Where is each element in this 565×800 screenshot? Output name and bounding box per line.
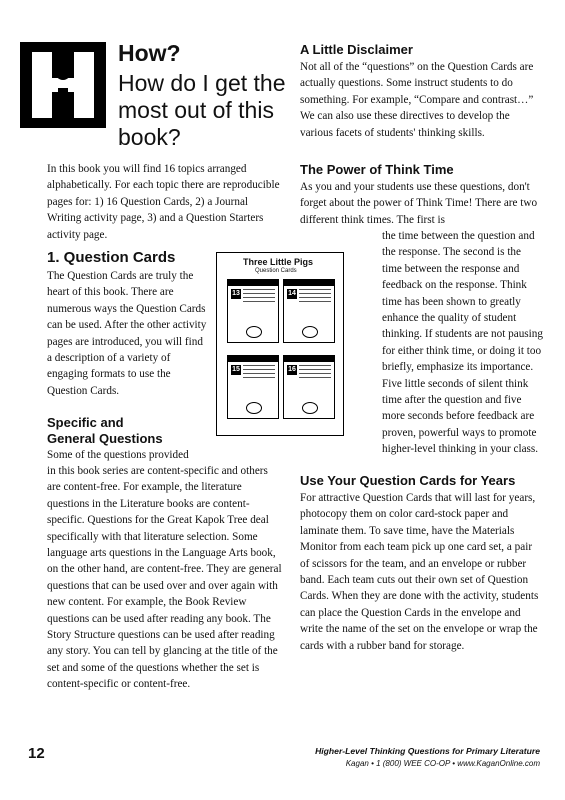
card-number: 16 [288,366,296,373]
question-mark-logo-icon [20,42,106,128]
card-number: 13 [232,290,240,297]
think-time-heading: The Power of Think Time [300,162,454,177]
question-cards-heading: 1. Question Cards [47,249,176,266]
card-number: 15 [232,366,240,373]
pig-icon [302,402,318,414]
think-time-text-a: As you and your students use these questions, don't forget about the power of Think Time! There are two different think times. The first is [300,181,538,226]
years-heading: Use Your Question Cards for Years [300,473,516,488]
pig-icon [302,326,318,338]
sample-card [283,279,335,343]
page-number: 12 [28,745,45,762]
intro-paragraph: In this book you will find 16 topics arranged alphabetically. For each topic there are reproducible pages for: 1) 16 Question Cards, 2) a Journal Writing activity page, 3) and a Question Starters activity page. [47,163,280,241]
pig-icon [246,326,262,338]
specific-heading-line2: General Questions [47,431,163,446]
sample-card [227,355,279,419]
title-how: How? [118,40,181,66]
figure-subtitle: Question Cards [255,268,297,274]
question-cards-sample-figure [216,252,344,436]
card-number: 14 [288,290,296,297]
years-text: For attractive Question Cards that will last for years, photocopy them on color card-stock paper and laminate them. To save time, have the Materials Monitor from each team pick up one card set, a pair of scissors for the team, and an envelope or rubber band. Each team cuts out their own set of Question Cards. When they are done with the activity, students can place the Question Cards in the envelope and write the name of the set on the envelope or wrap the cards with a rubber band for storage. [300,492,539,652]
footer-book-title: Higher-Level Thinking Questions for Primary Literature [315,746,540,756]
specific-heading-line1: Specific and [47,415,124,430]
disclaimer-text: Not all of the “questions” on the Question Cards are actually questions. Some instruct students to do something. For example, “Compare and contrast…” We can also use these directives to develop the various facets of students' thinking skills. [300,61,534,139]
disclaimer-heading: A Little Disclaimer [300,42,413,57]
sample-card [227,279,279,343]
pig-icon [246,402,262,414]
footer-publisher: Kagan • 1 (800) WEE CO-OP • www.KaganOnline.com [345,759,540,768]
title-question: How do I get the most out of this book? [118,70,286,150]
figure-title: Three Little Pigs [243,257,314,267]
specific-text-a: Some of the questions provided [47,449,189,461]
sample-card [283,355,335,419]
question-cards-text: The Question Cards are truly the heart of this book. There are numerous ways the Question Cards can be used. After the other activity pages are introduced, you will find a description of a variety of engaging formats to use the Question Cards. [47,270,207,397]
think-time-text-b: the time between the question and the response. The second is the time between the response and feedback on the response. Think time has been shown to greatly enhance the quality of student thinking. If students are not pausing for either think time, or doing it too briefly, emphasize its importance. Five little seconds of silent think time after the question and five more seconds before feedback are proven, powerful ways to promote higher-level thinking in your class. [382,230,543,456]
specific-text-b: in this book series are content-specific and others are content-free. For example, the literature questions in the Literature books are content-specific. Questions for the Great Kapok Tree deal specifically with that literature selection. Some language arts questions in the Language Arts book, on the other hand, are content-free. They are general questions that can be used over and over again with new content. For example, the Book Review questions can be used after reading any book. The Story Structure questions can be used after reading any story. You can tell by glancing at the title of the set and some of the questions whether the set is content-specific or content-free. [47,465,282,691]
